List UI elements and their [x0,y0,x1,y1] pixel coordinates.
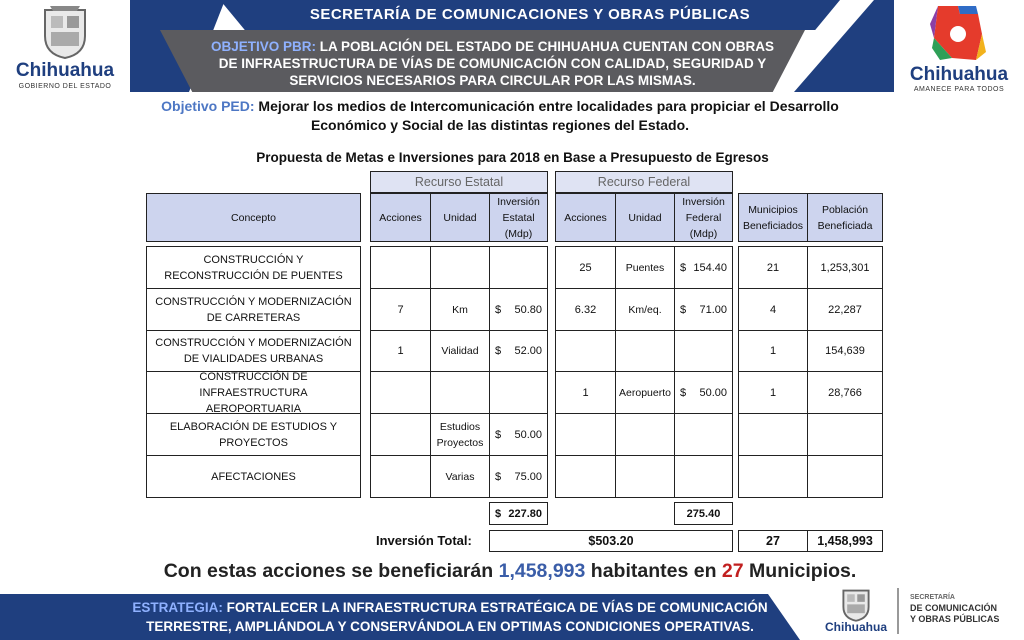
table-cell-uni-e: Km [430,288,490,331]
col-header-municipios: Municipios Beneficiados [738,193,808,242]
table-cell-concepto: CONSTRUCCIÓN Y MODERNIZACIÓN DE VIALIDADES URBANAS [146,330,361,372]
col-header-poblacion: Población Beneficiada [807,193,883,242]
currency-symbol: $ [680,303,687,316]
benef-suffix: Municipios. [749,560,857,582]
total-value: $503.20 [489,530,733,552]
table-cell-uni-f [615,455,675,498]
subtotal-estatal-currency: $ [495,507,502,520]
strategy-text: FORTALECER LA INFRAESTRUCTURA ESTRATÉGICA DE VÍAS DE COMUNICACIÓN TERRESTRE, AMPLIÁNDOLA Y CONSERVÁNDOLA EN OPTIMAS CONDICIONES OPERATIVAS. [146,600,768,634]
amount-value: 154.40 [693,261,727,274]
col-header-acciones-estatal: Acciones [370,193,431,242]
footer-sec-line3: Y OBRAS PÚBLICAS [910,614,1000,624]
subtotal-federal: 275.40 [674,502,733,525]
strategy [120,598,780,636]
amount-value: 50.00 [514,428,542,441]
table-cell-acc-f [555,330,616,372]
benef-municipios: 27 [721,560,744,582]
table-cell-uni-e: Varias [430,455,490,498]
currency-symbol: $ [680,261,687,274]
strategy-label: ESTRATEGIA: [132,600,223,615]
table-cell-mun [738,455,808,498]
amount-value: 50.80 [514,303,542,316]
table-cell-uni-e: Estudios Proyectos [430,413,490,456]
total-municipios: 27 [738,530,808,552]
col-header-inversion-federal: Inversión Federal (Mdp) [674,193,733,242]
table-cell-concepto: ELABORACIÓN DE ESTUDIOS Y PROYECTOS [146,413,361,456]
table-cell-uni-f [615,413,675,456]
table-cell-inv-e [489,455,548,498]
table-cell-inv-f [674,413,733,456]
table-cell-acc-f [555,413,616,456]
table-cell-pob: 154,639 [807,330,883,372]
table-cell-uni-f [615,330,675,372]
group-header-estatal: Recurso Estatal [370,171,548,193]
objective-pbr-text: LA POBLACIÓN DEL ESTADO DE CHIHUAHUA CUENTAN CON OBRAS DE INFRAESTRUCTURA DE VÍAS DE COMUNICACIÓN CON CALIDAD, SEGURIDAD Y SERVICIOS NECESARIOS PARA CIRCULAR POR LAS MISMAS. [218,39,775,88]
currency-symbol: $ [495,345,502,357]
table-cell-acc-f: 1 [555,371,616,414]
page-title: SECRETARÍA DE COMUNICACIONES Y OBRAS PÚBLICAS [309,6,751,23]
footer-sec-line2: DE COMUNICACIÓN [910,603,997,613]
beneficiaries-statement [130,560,890,583]
footer-divider [897,588,899,634]
currency-symbol: $ [495,470,502,483]
table-cell-acc-e: 1 [370,330,431,372]
objective-ped-label: Objetivo PED: [161,98,255,114]
table-cell-uni-f: Aeropuerto [615,371,675,414]
group-header-federal: Recurso Federal [555,171,733,193]
table-cell-pob [807,455,883,498]
table-cell-pob: 22,287 [807,288,883,331]
footer-sec-line1: SECRETARÍA [910,594,955,601]
benef-middle: habitantes en [590,560,717,582]
total-poblacion: 1,458,993 [807,530,883,552]
subtotal-estatal [489,502,548,525]
amount-value: 75.00 [514,470,542,483]
table-cell-pob: 28,766 [807,371,883,414]
table-cell-inv-f [674,288,733,331]
table-cell-mun: 21 [738,246,808,289]
table-cell-acc-e [370,246,431,289]
col-header-inversion-estatal: Inversión Estatal (Mdp) [489,193,548,242]
total-label: Inversión Total: [376,533,472,548]
col-header-unidad-federal: Unidad [615,193,675,242]
table-cell-inv-f [674,455,733,498]
table-cell-uni-f: Puentes [615,246,675,289]
table-cell-inv-f [674,371,733,414]
table-cell-pob [807,413,883,456]
table-title: Propuesta de Metas e Inversiones para 2018 en Base a Presupuesto de Egresos [256,150,769,165]
objective-ped [160,97,840,135]
logo-chihuahua-amanece [894,0,1024,100]
table-cell-acc-f: 25 [555,246,616,289]
table-cell-mun [738,413,808,456]
table-cell-pob: 1,253,301 [807,246,883,289]
objective-pbr-label: OBJETIVO PBR: [210,39,316,54]
objective-pbr [200,38,785,89]
table-cell-uni-f: Km/eq. [615,288,675,331]
table-cell-mun: 4 [738,288,808,331]
amount-value: 50.00 [699,386,727,399]
table-cell-inv-f [674,246,733,289]
table-cell-acc-e [370,371,431,414]
table-cell-concepto: CONSTRUCCIÓN Y MODERNIZACIÓN DE CARRETERAS [146,288,361,331]
currency-symbol: $ [680,386,687,399]
col-header-concepto: Concepto [146,193,361,242]
objective-ped-text: Mejorar los medios de Intercomunicación entre localidades para propiciar el Desarrollo Económico y Social de las distintas regiones del Estado. [258,98,839,133]
amount-value: 71.00 [699,303,727,316]
col-header-unidad-estatal: Unidad [430,193,490,242]
logo-left-sub: GOBIERNO DEL ESTADO [18,83,112,90]
footer-logo-word: Chihuahua [825,620,887,634]
benef-prefix: Con estas acciones se beneficiarán [163,560,494,582]
table-cell-uni-e: Vialidad [430,330,490,372]
subtotal-estatal-value: 227.80 [508,507,542,520]
currency-symbol: $ [495,303,502,316]
footer-coat-of-arms-icon [840,588,872,622]
logo-left-word: Chihuahua [15,60,115,81]
table-cell-acc-e [370,455,431,498]
benef-habitantes: 1,458,993 [498,560,586,582]
table-cell-acc-f [555,455,616,498]
logo-right-sub: AMANECE PARA TODOS [913,86,1005,93]
table-cell-inv-f [674,330,733,372]
logo-gobierno [0,0,130,100]
table-cell-acc-f: 6.32 [555,288,616,331]
table-cell-mun: 1 [738,330,808,372]
table-cell-mun: 1 [738,371,808,414]
table-cell-concepto: AFECTACIONES [146,455,361,498]
col-header-acciones-federal: Acciones [555,193,616,242]
coat-of-arms-icon [40,6,90,60]
table-cell-concepto: CONSTRUCCIÓN DE INFRAESTRUCTURA AEROPORTUARIA [146,371,361,414]
table-cell-inv-e [489,330,548,372]
table-cell-inv-e [489,413,548,456]
currency-symbol: $ [495,428,502,441]
table-cell-acc-e [370,413,431,456]
table-cell-inv-e [489,371,548,414]
state-map-icon [930,4,986,62]
table-cell-uni-e [430,246,490,289]
table-cell-inv-e [489,288,548,331]
table-cell-inv-e [489,246,548,289]
amount-value: 52.00 [514,345,542,357]
logo-right-word: Chihuahua [909,64,1009,85]
footer-secretaria [910,592,1020,625]
table-cell-uni-e [430,371,490,414]
table-cell-acc-e: 7 [370,288,431,331]
table-cell-concepto: CONSTRUCCIÓN Y RECONSTRUCCIÓN DE PUENTES [146,246,361,289]
